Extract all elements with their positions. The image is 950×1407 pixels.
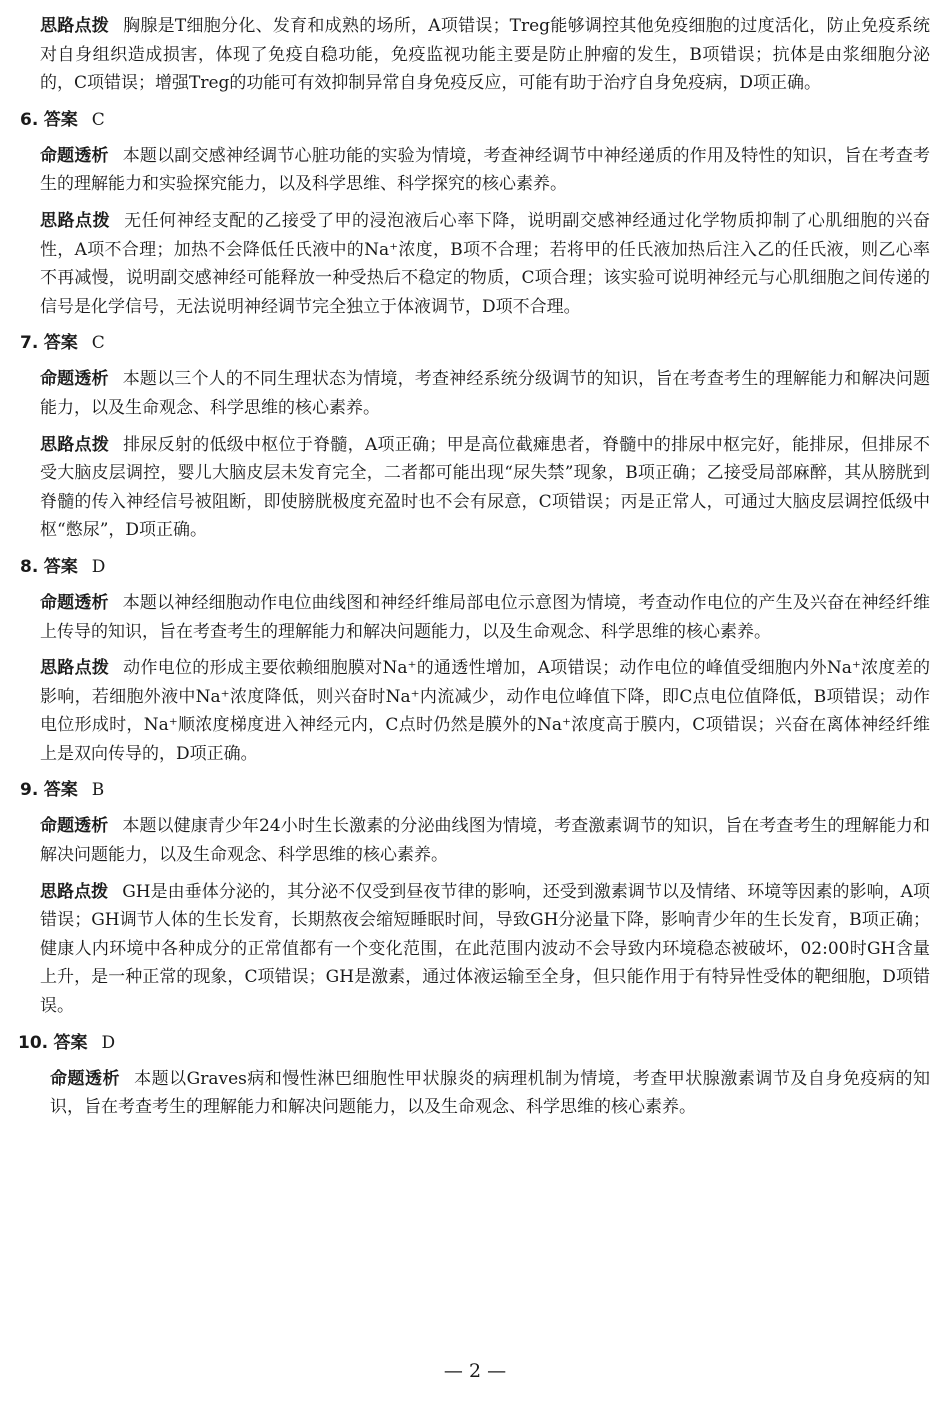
q9-analysis: [40, 812, 930, 869]
analysis-text: 本题以三个人的不同生理状态为情境，考查神经系统分级调节的知识，旨在考查考生的理解能力和解决问题能力，以及生命观念、科学思维的核心素养。: [40, 369, 931, 418]
analysis-text: 本题以Graves病和慢性淋巴细胞性甲状腺炎的病理机制为情境，考查甲状腺激素调节及自身免疫病的知识，旨在考查考生的理解能力和解决问题能力，以及生命观念、科学思维的核心素养。: [50, 1068, 931, 1118]
q8-hint: [40, 654, 930, 768]
q7-hint: [40, 431, 930, 545]
q10-analysis: [50, 1065, 930, 1122]
hint-label: 思路点拨: [40, 210, 111, 231]
hint-text: 胸腺是T细胞分化、发育和成熟的场所，A项错误；Treg能够调控其他免疫细胞的过度活化，防止免疫系统对自身组织造成损害，体现了免疫自稳功能，免疫监视功能主要是防止肿瘤的发生，B项错误；抗体是由浆细胞分泌的，C项错误；增强Treg的功能可有效抑制异常自身免疫反应，可能有助于治疗自身免疫病，D项正确。: [40, 16, 931, 94]
analysis-label: 命题透析: [40, 592, 109, 613]
q7-analysis: [40, 365, 930, 422]
q6-hint: [40, 207, 930, 321]
hint-text: GH是由垂体分泌的，其分泌不仅受到昼夜节律的影响，还受到激素调节以及情绪、环境等因素的影响，A项错误；GH调节人体的生长发育，长期熬夜会缩短睡眠时间，导致GH分泌量下降，影响青少年的生长发育，B项正确；健康人内环境中各种成分的正常值都有一个变化范围，在此范围内波动不会导致内环境稳态被破坏，02:00时GH含量上升，是一种正常的现象，C项错误；GH是激素，通过体液运输至全身，但只能作用于有特异性受体的靶细胞，D项错误。: [40, 881, 930, 1017]
q8-answer: [20, 553, 930, 581]
hint-text: 动作电位的形成主要依赖细胞膜对Na⁺的通透性增加，A项错误；动作电位的峰值受细胞内外Na⁺浓度差的影响，若细胞外液中Na⁺浓度降低，则兴奋时Na⁺内流减少，动作电位峰值下降，即C点电位值降低，B项错误；动作电位形成时，Na⁺顺浓度梯度进入神经元内，C点时仍然是膜外的Na⁺浓度高于膜内，C项错误；兴奋在离体神经纤维上是双向传导的，D项正确。: [40, 658, 931, 764]
analysis-text: 本题以健康青少年24小时生长激素的分泌曲线图为情境，考查激素调节的知识，旨在考查考生的理解能力和解决问题能力，以及生命观念、科学思维的核心素养。: [40, 816, 930, 866]
q6-analysis: [40, 142, 930, 199]
question-number: 6.: [20, 109, 39, 130]
answer-value: B: [91, 780, 105, 801]
answer-label: 答案: [43, 333, 78, 354]
hint-label: 思路点拨: [40, 434, 110, 455]
analysis-text: 本题以副交感神经调节心脏功能的实验为情境，考查神经调节中神经递质的作用及特性的知识，旨在考查考生的理解能力和实验探究能力，以及科学思维、科学探究的核心素养。: [40, 145, 931, 195]
hint-label: 思路点拨: [40, 658, 110, 679]
q8-analysis: [40, 589, 930, 646]
analysis-label: 命题透析: [50, 1068, 121, 1089]
answer-label: 答案: [43, 556, 78, 577]
q9-answer: [20, 776, 930, 804]
answer-value: C: [91, 109, 105, 130]
question-number: 10.: [18, 1032, 49, 1053]
question-number: 7.: [20, 333, 39, 354]
hint-text: 排尿反射的低级中枢位于脊髓，A项正确；甲是高位截瘫患者，脊髓中的排尿中枢完好，能排尿，但排尿不受大脑皮层调控，婴儿大脑皮层未发育完全，二者都可能出现“尿失禁”现象，B项正确；乙接受局部麻醉，其从膀胱到脊髓的传入神经信号被阻断，即使膀胱极度充盈时也不会有尿意，C项错误；丙是正常人，可通过大脑皮层调控低级中枢“憋尿”，D项正确。: [40, 434, 931, 541]
analysis-label: 命题透析: [40, 816, 109, 837]
q5-hint: [40, 12, 930, 98]
answer-value: D: [91, 556, 106, 577]
hint-text: 无任何神经支配的乙接受了甲的浸泡液后心率下降，说明副交感神经通过化学物质抑制了心肌细胞的兴奋性，A项不合理；加热不会降低任氏液中的Na⁺浓度，B项不合理；若将甲的任氏液加热后注入乙的任氏液，则乙心率不再减慢，说明副交感神经可能释放一种受热后不稳定的物质，C项合理；该实验可说明神经元与心肌细胞之间传递的信号是化学信号，无法说明神经调节完全独立于体液调节，D项不合理。: [40, 210, 931, 317]
answer-value: D: [101, 1032, 116, 1053]
q9-hint: [40, 878, 930, 1021]
q7-answer: [20, 329, 930, 357]
page-number: — 2 —: [443, 1360, 507, 1382]
question-number: 9.: [20, 780, 39, 801]
answer-label: 答案: [53, 1032, 88, 1053]
question-number: 8.: [20, 556, 39, 577]
q10-answer: [18, 1029, 930, 1057]
analysis-label: 命题透析: [40, 369, 109, 390]
answer-label: 答案: [43, 780, 78, 801]
answer-key-page: [18, 12, 931, 1130]
answer-label: 答案: [43, 109, 78, 130]
hint-label: 思路点拨: [40, 881, 109, 902]
q6-answer: [20, 106, 930, 134]
answer-value: C: [91, 333, 105, 354]
analysis-text: 本题以神经细胞动作电位曲线图和神经纤维局部电位示意图为情境，考查动作电位的产生及兴奋在神经纤维上传导的知识，旨在考查考生的理解能力和解决问题能力，以及生命观念、科学思维的核心素养。: [40, 592, 931, 642]
hint-label: 思路点拨: [40, 16, 110, 36]
analysis-label: 命题透析: [40, 145, 109, 166]
